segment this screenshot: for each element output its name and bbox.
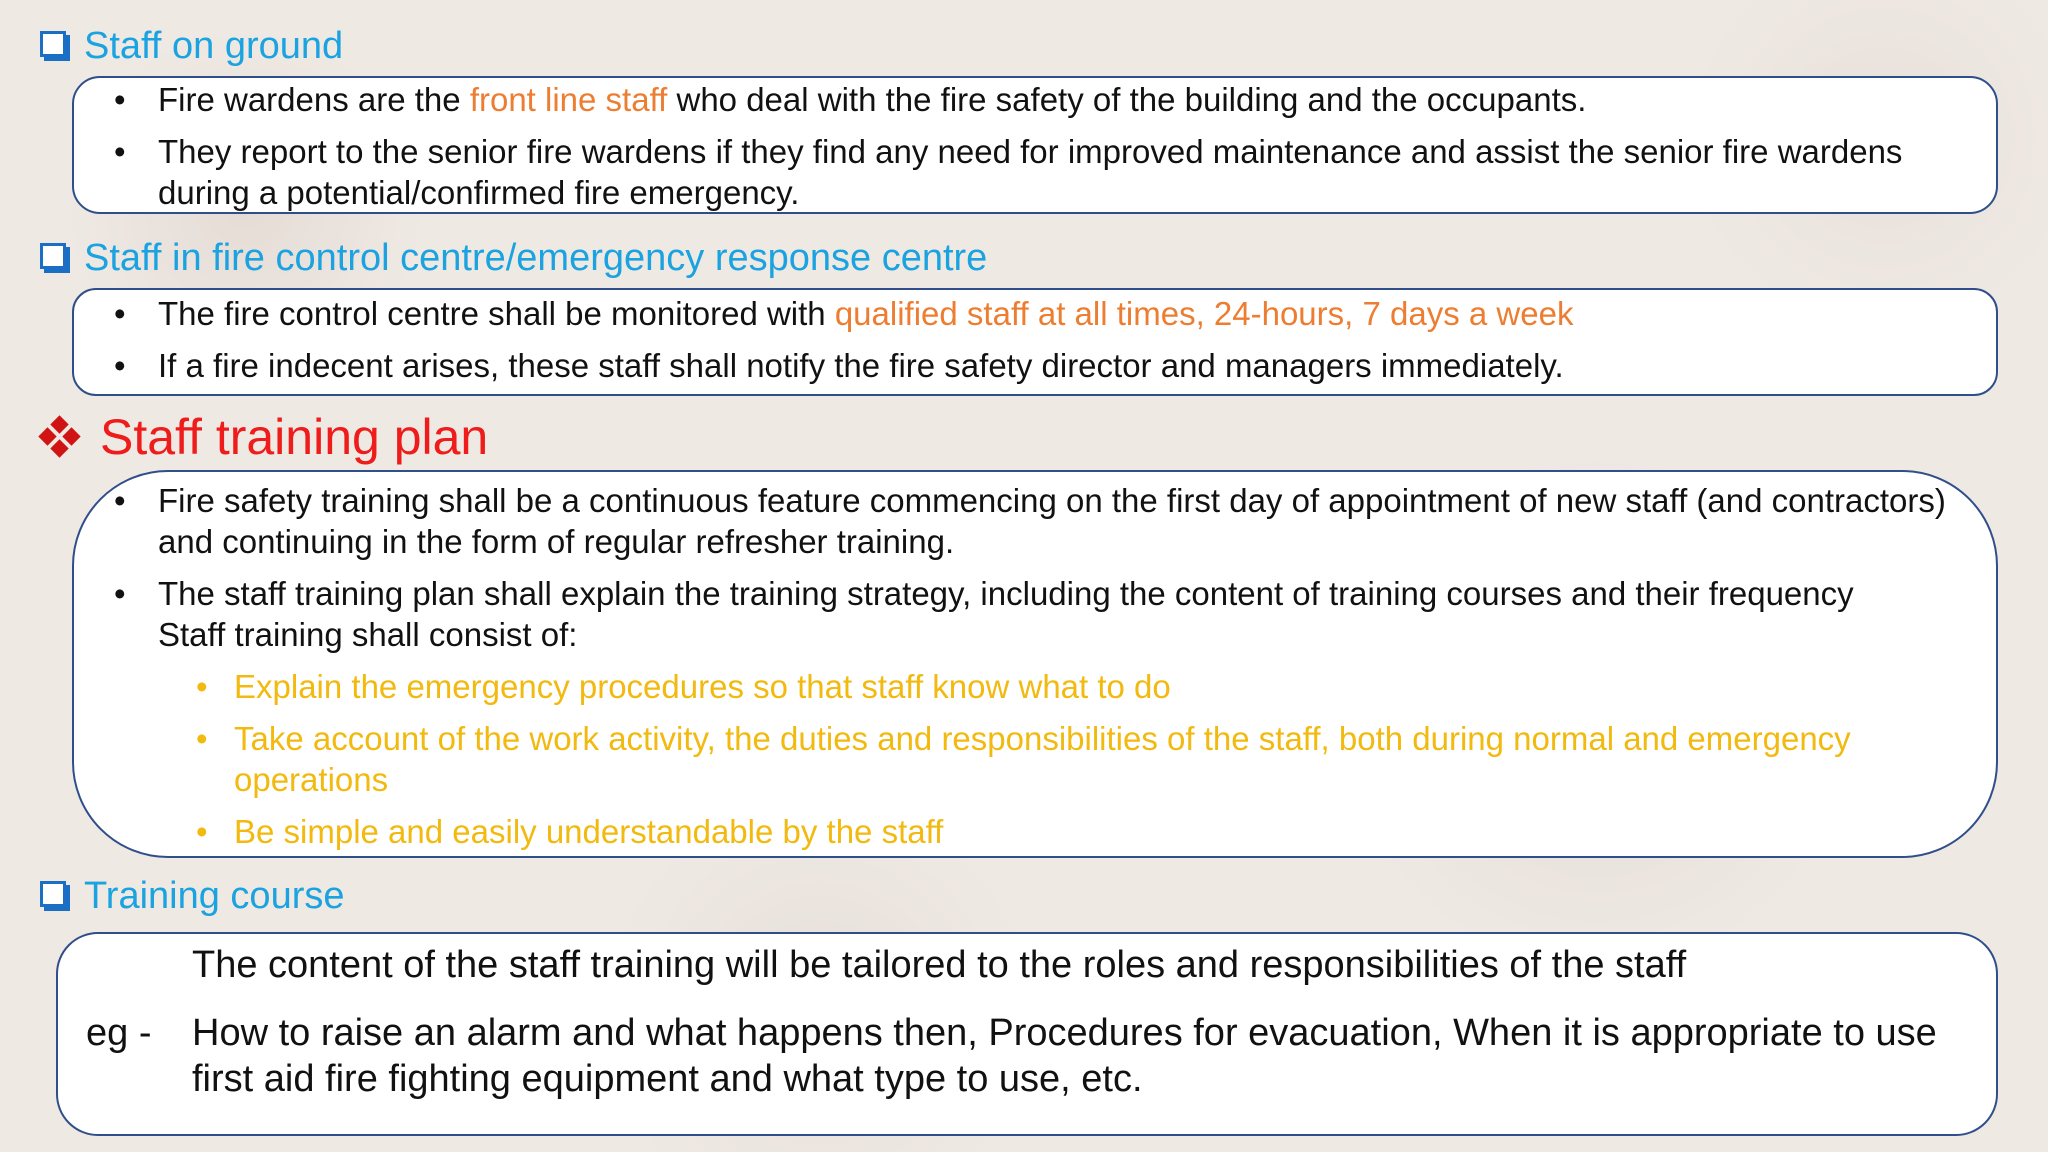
list-item	[74, 573, 1996, 655]
sub-list-item: • Take account of the work activity, the duties and responsibilities of the staff, both during normal and emergency operations	[74, 718, 1996, 800]
bullet-text: Fire wardens are the	[158, 81, 470, 118]
heading-text: Staff on ground	[84, 25, 344, 67]
list-item: • They report to the senior fire wardens if they find any need for improved maintenance and assist the senior fire wardens during a potential/confirmed fire emergency.	[74, 131, 1996, 213]
square-checkbox-icon	[40, 881, 66, 907]
highlight-text: front line staff	[469, 81, 668, 118]
sub-list-item: • Be simple and easily understandable by the staff	[74, 811, 1996, 852]
staff-on-ground-box	[72, 76, 1998, 214]
heading-staff-training-plan	[40, 408, 488, 466]
bullet-text: Staff training shall consist of:	[158, 616, 578, 653]
control-centre-box	[72, 288, 1998, 396]
eg-text: How to raise an alarm and what happens then, Procedures for evacuation, When it is appropriate to use first aid fire fighting equipment and what type to use, etc.	[192, 1012, 1937, 1100]
four-diamond-icon	[40, 417, 80, 457]
heading-training-course	[40, 874, 345, 918]
eg-label: eg -	[86, 1012, 152, 1054]
highlight-text: qualified staff at all times, 24-hours, 7 days a week	[834, 295, 1574, 332]
bullet-text: The fire control centre shall be monitored with	[158, 295, 835, 332]
training-course-box	[56, 932, 1998, 1136]
bullet-list	[74, 293, 1996, 386]
heading-text: Staff training plan	[100, 409, 489, 465]
list-item: • Fire safety training shall be a continuous feature commencing on the first day of appointment of new staff (and contractors) and continuing in the form of regular refresher training.	[74, 480, 1996, 562]
bullet-text: who deal with the fire safety of the building and the occupants.	[667, 81, 1587, 118]
list-item	[74, 79, 1996, 120]
bullet-list	[74, 79, 1996, 213]
bullet-text: • The staff training plan shall explain the training strategy, including the content of training courses and their frequency	[158, 575, 1854, 612]
training-plan-box	[72, 470, 1998, 858]
square-checkbox-icon	[40, 243, 66, 269]
heading-control-centre	[40, 236, 987, 280]
heading-text: Staff in fire control centre/emergency response centre	[84, 237, 988, 279]
heading-text: Training course	[84, 875, 345, 917]
sub-list-item: • Explain the emergency procedures so that staff know what to do	[74, 666, 1996, 707]
square-checkbox-icon	[40, 31, 66, 57]
course-intro-text: The content of the staff training will be tailored to the roles and responsibilities of the staff	[192, 944, 1687, 986]
list-item	[74, 293, 1996, 334]
bullet-list	[74, 480, 1996, 852]
list-item: • If a fire indecent arises, these staff shall notify the fire safety director and managers immediately.	[74, 345, 1996, 386]
heading-staff-on-ground	[40, 24, 343, 68]
